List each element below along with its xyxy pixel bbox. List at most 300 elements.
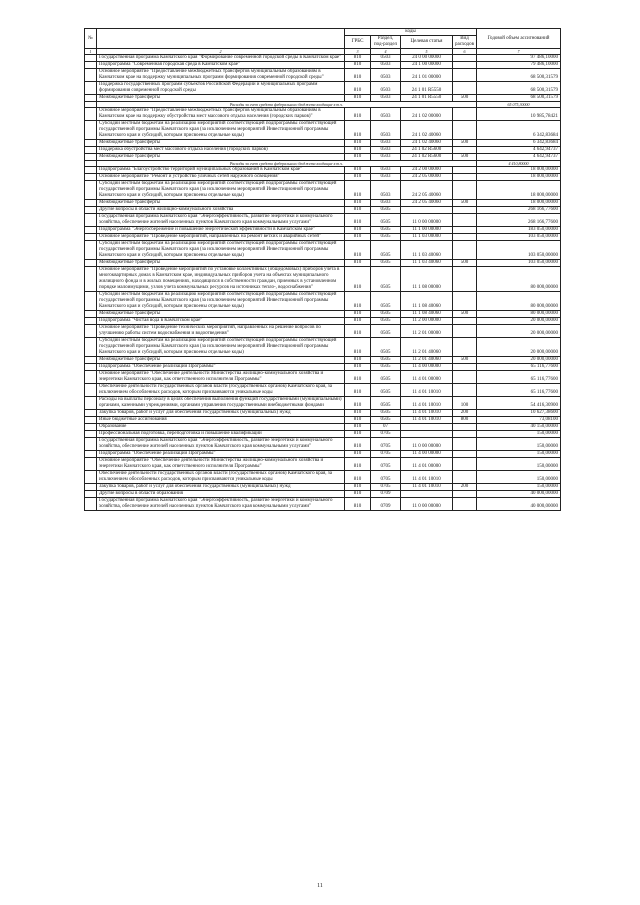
header-name [97, 29, 345, 49]
cell-amount: 65 116,77600 [477, 384, 561, 397]
cell-grbs: 810 [345, 241, 371, 260]
cell-amount: 20 000,00000 [477, 338, 561, 357]
cell-type: 500 [453, 140, 477, 147]
cell-amount: 54 416,30900 [477, 397, 561, 410]
cell-type: 200 [453, 410, 477, 417]
cell-grbs: 810 [345, 121, 371, 140]
cell-grbs: 810 [345, 174, 371, 181]
cell-section: 0505 [371, 207, 401, 214]
cell-number [85, 62, 97, 69]
cell-type [453, 431, 477, 438]
cell-grbs: 810 [345, 108, 371, 121]
cell-section: 0705 [371, 458, 401, 471]
note-text: Расходы за счет средств федерального бюджета входящие в т.ч. [97, 161, 477, 167]
cell-section: 0503 [371, 147, 401, 154]
cell-name: Поддержка обустройства мест массового отдыха населения (городских парков) [97, 147, 345, 154]
cell-grbs: 810 [345, 200, 371, 207]
cell-name: Основное мероприятие "Проведение технических мероприятий, направленных на решение вопросов по улучшению работы систем водоснабжения и водоотведения" [97, 325, 345, 338]
cell-amount: 40 000,00000 [477, 498, 561, 511]
cell-type: 500 [453, 357, 477, 364]
cell-number [85, 181, 97, 200]
cell-number [85, 121, 97, 140]
cell-number [85, 325, 97, 338]
cell-target: 11 4 01 10010 [401, 410, 453, 417]
cell-section: 0503 [371, 82, 401, 95]
cell-grbs: 810 [345, 95, 371, 102]
cell-section: 0503 [371, 181, 401, 200]
cell-number [85, 154, 97, 161]
cell-name: Закупка товаров, работ и услуг для обеспечения государственных (муниципальных) нужд [97, 410, 345, 417]
cell-section: 0505 [371, 371, 401, 384]
cell-type: 800 [453, 417, 477, 424]
table-header [85, 29, 561, 55]
table-row [85, 140, 561, 147]
cell-number [85, 147, 97, 154]
cell-section: 0503 [371, 154, 401, 161]
cell-target: 11 1 08 00000 [401, 267, 453, 292]
cell-grbs: 810 [345, 62, 371, 69]
cell-target: 11 2 01 00000 [401, 325, 453, 338]
cell-number [85, 498, 97, 511]
cell-name: Субсидии местным бюджетам на реализацию мероприятий соответствующей подпрограммы соответствующей государственной программы Камчатского края (за исключением мероприятий Инвестиционной программы Камчатского края и субсидий, которым присвоены отдельные коды) [97, 292, 345, 311]
cell-section: 0505 [371, 311, 401, 318]
cell-section: 0505 [371, 397, 401, 410]
cell-name: Основное мероприятие "Проведение мероприятий, направленных на ремонт ветхих и аварийных сетей" [97, 234, 345, 241]
table-row [85, 108, 561, 121]
cell-name: Субсидии местным бюджетам на реализацию мероприятий соответствующей подпрограммы соответствующей государственной программы Камчатского края (за исключением мероприятий Инвестиционной программы Камчатского края и субсидий, которым присвоены отдельные коды) [97, 121, 345, 140]
cell-section: 0505 [371, 267, 401, 292]
cell-grbs: 810 [345, 364, 371, 371]
cell-number [85, 338, 97, 357]
cell-name: Государственная программа Камчатского края "Энергоэффективность, развитие энергетики и коммунального хозяйства, обеспечение жителей населенных пунктов Камчатского края коммунальными услугами" [97, 498, 345, 511]
cell-amount: 97 486,10000 [477, 55, 561, 62]
header-section: Раздел, под-раздел [371, 36, 401, 49]
cell-section: 0505 [371, 417, 401, 424]
cell-name: Основное мероприятие "Предоставление межбюджетных трансфертов муниципальным образованиям в Камчатском крае на поддержку муниципальных программ формирования современной городской среды" [97, 69, 345, 82]
cell-amount: 150,00000 [477, 458, 561, 471]
cell-target: 24 2 05 00000 [401, 174, 453, 181]
cell-grbs: 810 [345, 69, 371, 82]
cell-target: 11 2 01 40060 [401, 338, 453, 357]
table-row [85, 410, 561, 417]
cell-number [85, 241, 97, 260]
cell-grbs: 810 [345, 292, 371, 311]
cell-amount: 18 000,00000 [477, 200, 561, 207]
table-row [85, 397, 561, 410]
cell-name: Расходы на выплаты персоналу в целях обеспечения выполнения функций государственными (муниципальными) органами, казенными учреждениями, органами управления государственными внебюджетными фондами [97, 397, 345, 410]
cell-name: Межбюджетные трансферты [97, 260, 345, 267]
cell-amount: 65 116,77600 [477, 364, 561, 371]
cell-type [453, 227, 477, 234]
cell-name: Подпрограмма "Чистая вода в Камчатском крае" [97, 318, 345, 325]
cell-grbs: 810 [345, 498, 371, 511]
cell-number [85, 384, 97, 397]
index-cell: 6 [453, 49, 477, 55]
table-row [85, 471, 561, 484]
cell-number [85, 69, 97, 82]
cell-amount: 68 500,31579 [477, 69, 561, 82]
budget-table [84, 28, 561, 511]
cell-name: Подпрограмма "Обеспечение реализации Программы" [97, 451, 345, 458]
cell-amount: 103 050,00000 [477, 260, 561, 267]
cell-grbs: 810 [345, 410, 371, 417]
cell-number [85, 458, 97, 471]
table-row [85, 147, 561, 154]
cell-amount: 4 642,94737 [477, 147, 561, 154]
cell-section: 0505 [371, 227, 401, 234]
cell-number [85, 431, 97, 438]
table-row [85, 121, 561, 140]
cell-name: Подпрограмма "Современная городская среда в Камчатском крае" [97, 62, 345, 69]
table-row [85, 438, 561, 451]
cell-target: 24 1 01 R5550 [401, 95, 453, 102]
cell-type: 500 [453, 95, 477, 102]
cell-amount: 103 050,00000 [477, 241, 561, 260]
table-row [85, 181, 561, 200]
note-text: Расходы за счет средств федерального бюджета входящие в т.ч. [97, 102, 477, 108]
cell-target: 11 0 00 00000 [401, 214, 453, 227]
cell-name: Государственная программа Камчатского края "Энергоэффективность, развитие энергетики и коммунального хозяйства, обеспечение жителей населенных пунктов Камчатского края коммунальными услугами" [97, 438, 345, 451]
cell-type [453, 292, 477, 311]
cell-section: 0505 [371, 325, 401, 338]
table-row [85, 95, 561, 102]
index-cell: 3 [345, 49, 371, 55]
cell-amount: 18 000,00000 [477, 181, 561, 200]
cell-grbs: 810 [345, 491, 371, 498]
cell-type [453, 214, 477, 227]
cell-number [85, 260, 97, 267]
cell-amount: 20 000,00000 [477, 318, 561, 325]
cell-name: Межбюджетные трансферты [97, 311, 345, 318]
cell-target: 24 1 02 R5600 [401, 147, 453, 154]
table-body [85, 55, 561, 511]
cell-name: Образование [97, 424, 345, 431]
cell-section: 0503 [371, 200, 401, 207]
table-row [85, 458, 561, 471]
cell-section: 0705 [371, 451, 401, 458]
cell-amount: 40 000,00000 [477, 491, 561, 498]
cell-target: 11 0 00 00000 [401, 438, 453, 451]
cell-amount: 6 342,83684 [477, 121, 561, 140]
cell-type [453, 62, 477, 69]
table-row [85, 167, 561, 174]
cell-number [85, 357, 97, 364]
index-cell: 1 [85, 49, 97, 55]
cell-target: 11 4 01 00000 [401, 458, 453, 471]
cell-number [85, 397, 97, 410]
cell-grbs: 810 [345, 318, 371, 325]
cell-number [85, 82, 97, 95]
cell-grbs: 810 [345, 451, 371, 458]
table-row [85, 325, 561, 338]
cell-amount: 20 000,00000 [477, 357, 561, 364]
cell-name: Обеспечение деятельности государственных органов власти (государственных органов) Камчатского края, за исключением обособленных расходов, которым присваиваются уникальные коды [97, 384, 345, 397]
index-cell: 2 [97, 49, 345, 55]
cell-type [453, 424, 477, 431]
cell-target: 24 1 02 00000 [401, 108, 453, 121]
document-page [84, 28, 560, 511]
cell-amount: 6 342,83684 [477, 140, 561, 147]
cell-type [453, 147, 477, 154]
cell-number [85, 311, 97, 318]
cell-grbs: 810 [345, 338, 371, 357]
cell-section: 0505 [371, 241, 401, 260]
cell-number [85, 167, 97, 174]
cell-section: 0505 [371, 384, 401, 397]
cell-name: Основное мероприятие "Обеспечение деятельности Министерства жилищно-коммунального хозяйства и энергетики Камчатского края, как ответственного исполнителя Программы" [97, 458, 345, 471]
cell-target: 11 1 03 40060 [401, 260, 453, 267]
cell-type [453, 121, 477, 140]
header-number: № [85, 29, 97, 49]
cell-target: 11 4 01 10010 [401, 384, 453, 397]
cell-name: Субсидии местным бюджетам на реализацию мероприятий соответствующей подпрограммы соответствующей государственной программы Камчатского края (за исключением мероприятий Инвестиционной программы Камчатского края и субсидий, которым присвоены отдельные коды) [97, 241, 345, 260]
table-row [85, 498, 561, 511]
cell-section: 0503 [371, 140, 401, 147]
table-row [85, 69, 561, 82]
cell-name: Обеспечение деятельности государственных органов власти (государственных органов) Камчатского края, за исключением обособленных расходов, которым присваиваются уникальные коды [97, 471, 345, 484]
cell-target: 24 1 00 00000 [401, 62, 453, 69]
table-row [85, 82, 561, 95]
cell-grbs: 810 [345, 267, 371, 292]
cell-section: 0709 [371, 498, 401, 511]
cell-amount: 73,08100 [477, 417, 561, 424]
cell-number [85, 95, 97, 102]
table-row [85, 384, 561, 397]
table-row [85, 357, 561, 364]
cell-amount: 150,00000 [477, 484, 561, 491]
cell-number [85, 318, 97, 325]
cell-type [453, 338, 477, 357]
cell-section: 0505 [371, 214, 401, 227]
cell-grbs: 810 [345, 438, 371, 451]
cell-amount: 10 627,38600 [477, 410, 561, 417]
cell-section: 0505 [371, 234, 401, 241]
cell-type: 500 [453, 311, 477, 318]
cell-grbs: 810 [345, 207, 371, 214]
cell-section: 0705 [371, 431, 401, 438]
cell-amount: 79 486,10000 [477, 62, 561, 69]
cell-number [85, 234, 97, 241]
table-row [85, 200, 561, 207]
cell-number [85, 491, 97, 498]
cell-target [401, 207, 453, 214]
cell-type [453, 69, 477, 82]
cell-number [85, 292, 97, 311]
cell-section: 0505 [371, 410, 401, 417]
cell-grbs: 810 [345, 311, 371, 318]
cell-number [85, 214, 97, 227]
cell-type [453, 458, 477, 471]
cell-type [453, 318, 477, 325]
cell-number [85, 200, 97, 207]
cell-number [85, 424, 97, 431]
cell-number [85, 438, 97, 451]
cell-type [453, 82, 477, 95]
cell-target: 11 4 01 10010 [401, 484, 453, 491]
cell-target: 11 1 03 00000 [401, 234, 453, 241]
header-type: Вид расходов [453, 36, 477, 49]
cell-name: Межбюджетные трансферты [97, 154, 345, 161]
table-row [85, 424, 561, 431]
cell-type [453, 267, 477, 292]
cell-target: 11 1 03 40060 [401, 241, 453, 260]
cell-type [453, 491, 477, 498]
table-row [85, 174, 561, 181]
cell-section: 0705 [371, 471, 401, 484]
header-grbs: ГРБС [345, 36, 371, 49]
cell-section: 0503 [371, 108, 401, 121]
cell-target: 11 0 00 00000 [401, 498, 453, 511]
cell-name: Профессиональная подготовка, переподготовка и повышение квалификации [97, 431, 345, 438]
table-row [85, 491, 561, 498]
cell-type [453, 451, 477, 458]
cell-amount: 150,00000 [477, 471, 561, 484]
table-row [85, 227, 561, 234]
table-row [85, 260, 561, 267]
cell-type [453, 471, 477, 484]
cell-name: Межбюджетные трансферты [97, 200, 345, 207]
cell-target: 24 0 00 00000 [401, 55, 453, 62]
cell-target: 11 2 00 00000 [401, 318, 453, 325]
cell-target: 11 1 08 40060 [401, 292, 453, 311]
index-cell: 7 [477, 49, 561, 55]
cell-amount: 4 642,94737 [477, 154, 561, 161]
cell-grbs: 810 [345, 154, 371, 161]
cell-grbs: 810 [345, 55, 371, 62]
cell-name: Субсидии местным бюджетам на реализацию мероприятий соответствующей подпрограммы соответствующей государственной программы Камчатского края (за исключением мероприятий Инвестиционной программы Камчатского края и субсидий, которым присвоены отдельные коды) [97, 338, 345, 357]
cell-type [453, 181, 477, 200]
cell-type [453, 174, 477, 181]
cell-type: 500 [453, 200, 477, 207]
cell-target: 11 4 01 10010 [401, 417, 453, 424]
cell-type [453, 364, 477, 371]
cell-grbs: 810 [345, 458, 371, 471]
cell-section: 0503 [371, 95, 401, 102]
cell-type [453, 498, 477, 511]
table-row [85, 214, 561, 227]
cell-number [85, 174, 97, 181]
cell-number [85, 471, 97, 484]
table-row [85, 55, 561, 62]
cell-section: 0503 [371, 62, 401, 69]
table-row [85, 451, 561, 458]
cell-grbs: 810 [345, 147, 371, 154]
cell-number [85, 140, 97, 147]
cell-amount: 18 000,00000 [477, 167, 561, 174]
cell-target: 24 1 01 R5550 [401, 82, 453, 95]
cell-amount: 150,00000 [477, 451, 561, 458]
cell-section: 0503 [371, 174, 401, 181]
table-row [85, 484, 561, 491]
cell-amount: 65 075,30000 [477, 102, 561, 108]
table-row [85, 431, 561, 438]
cell-amount: 183 050,00000 [477, 227, 561, 234]
cell-grbs: 810 [345, 260, 371, 267]
cell-name: Другие вопросы в области образования [97, 491, 345, 498]
cell-target: 11 1 00 00000 [401, 227, 453, 234]
table-row [85, 292, 561, 311]
cell-amount: 68 500,31579 [477, 82, 561, 95]
cell-amount: 10 985,78421 [477, 108, 561, 121]
cell-grbs: 810 [345, 484, 371, 491]
cell-target: 11 1 08 40060 [401, 311, 453, 318]
cell-name: Субсидии местным бюджетам на реализацию мероприятий соответствующей подпрограммы соответствующей государственной программы Камчатского края (за исключением мероприятий Инвестиционной программы Камчатского края и субсидий, которым присвоены отдельные коды) [97, 181, 345, 200]
table-row [85, 62, 561, 69]
cell-section: 0505 [371, 292, 401, 311]
cell-number [85, 227, 97, 234]
cell-grbs: 810 [345, 417, 371, 424]
index-cell: 4 [371, 49, 401, 55]
cell-type [453, 384, 477, 397]
cell-name: Подпрограмма "Обеспечение реализации Программы" [97, 364, 345, 371]
cell-amount: 80 000,00000 [477, 267, 561, 292]
cell-grbs: 810 [345, 82, 371, 95]
cell-name: Другие вопросы в области жилищно-коммунального хозяйства [97, 207, 345, 214]
cell-grbs: 810 [345, 234, 371, 241]
cell-section: 07 [371, 424, 401, 431]
cell-target: 11 4 01 00000 [401, 371, 453, 384]
table-row [85, 241, 561, 260]
cell-type [453, 325, 477, 338]
cell-amount: 40 150,00000 [477, 424, 561, 431]
page-number: 11 [317, 883, 323, 889]
cell-amount: 4 410,80000 [477, 161, 561, 167]
cell-grbs: 810 [345, 325, 371, 338]
cell-number [85, 207, 97, 214]
cell-target: 24 2 05 40060 [401, 200, 453, 207]
cell-name: Государственная программа Камчатского края "Формирование современной городской среды в Камчатском крае" [97, 55, 345, 62]
table-row [85, 318, 561, 325]
cell-section: 0503 [371, 167, 401, 174]
cell-target [401, 424, 453, 431]
cell-section: 0705 [371, 484, 401, 491]
table-row [85, 234, 561, 241]
cell-section: 0505 [371, 357, 401, 364]
table-row [85, 207, 561, 214]
cell-number [85, 484, 97, 491]
cell-section: 0705 [371, 438, 401, 451]
cell-name: Основное мероприятие "Обеспечение деятельности Министерства жилищно-коммунального хозяйства и энергетики Камчатского края, как ответственного исполнителя Программы" [97, 371, 345, 384]
index-cell: 5 [401, 49, 453, 55]
cell-target: 11 4 01 10010 [401, 471, 453, 484]
table-row [85, 371, 561, 384]
cell-amount: 268 166,77600 [477, 214, 561, 227]
cell-amount: 80 000,00000 [477, 311, 561, 318]
cell-type [453, 55, 477, 62]
cell-grbs: 810 [345, 371, 371, 384]
cell-target: 11 4 01 10010 [401, 397, 453, 410]
cell-section: 0505 [371, 260, 401, 267]
cell-target: 24 1 02 40060 [401, 121, 453, 140]
cell-number [85, 364, 97, 371]
cell-type: 200 [453, 484, 477, 491]
header-codes: коды [345, 29, 477, 36]
cell-target [401, 491, 453, 498]
cell-type [453, 207, 477, 214]
cell-name: Межбюджетные трансферты [97, 140, 345, 147]
cell-name: Основное мероприятие "Предоставление межбюджетных трансфертов муниципальным образованиям в Камчатском крае на поддержку обустройства мест массового отдыха населения (городских парков)" [97, 108, 345, 121]
cell-number [85, 55, 97, 62]
cell-name: Подпрограмма "Энергосбережение и повышение энергетической эффективности в Камчатском крае" [97, 227, 345, 234]
cell-number [85, 451, 97, 458]
header-target: Целевая статья [401, 36, 453, 49]
cell-type [453, 371, 477, 384]
cell-type [453, 241, 477, 260]
cell-type [453, 234, 477, 241]
cell-section: 0503 [371, 69, 401, 82]
cell-name: Закупка товаров, работ и услуг для обеспечения государственных (муниципальных) нужд [97, 484, 345, 491]
table-row [85, 338, 561, 357]
